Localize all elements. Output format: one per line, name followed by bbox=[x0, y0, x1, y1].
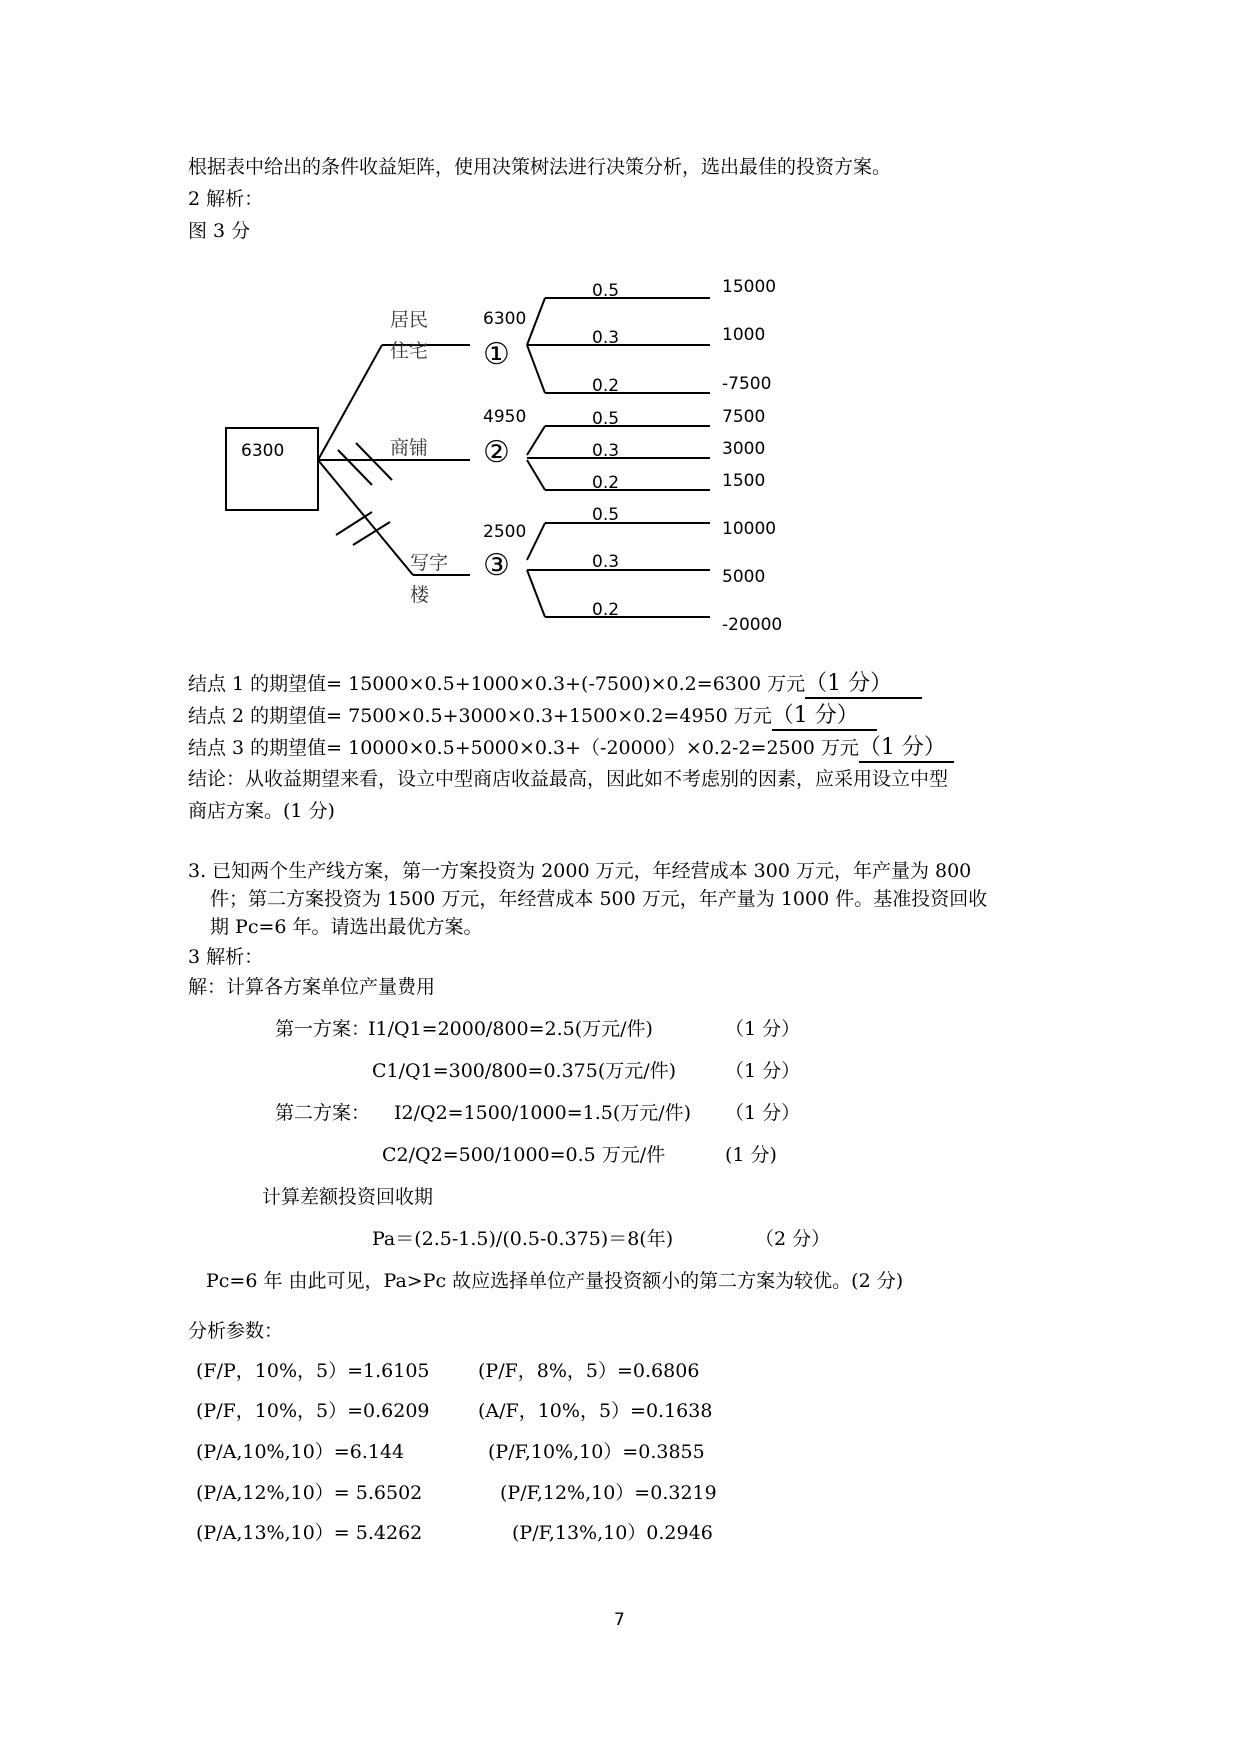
node2-symbol: ② bbox=[483, 435, 510, 470]
node3-calc-text: 结点 3 的期望值= 10000×0.5+5000×0.3+（-20000）×0.2-2=2500 万元 bbox=[188, 737, 859, 759]
chance1-edge bbox=[527, 298, 545, 345]
plan2-label: 第二方案： bbox=[275, 1102, 371, 1124]
param-r4-c1: (P/A,12%,10）= 5.6502 bbox=[196, 1482, 423, 1504]
param-r5-c1: (P/A,13%,10）= 5.4262 bbox=[196, 1522, 423, 1544]
node2-value: 4950 bbox=[483, 407, 527, 427]
node1-value: 6300 bbox=[483, 309, 527, 329]
root-value: 6300 bbox=[241, 441, 285, 461]
node2-payoff-2: 3000 bbox=[722, 439, 766, 459]
q3-line2: 件；第二方案投资为 1500 万元，年经营成本 500 万元，年产量为 1000 件。基准投资回收 bbox=[210, 888, 988, 910]
node1-payoff-1: 15000 bbox=[722, 277, 777, 297]
node1-prob-3: 0.2 bbox=[592, 376, 620, 396]
chance2-edge bbox=[527, 460, 545, 490]
chance2-edge bbox=[527, 426, 545, 455]
param-r1-c1: (F/P，10%，5）=1.6105 bbox=[196, 1360, 430, 1382]
node2-prob-1: 0.5 bbox=[592, 409, 620, 429]
branch1-diagonal bbox=[318, 345, 382, 460]
q3-solve: 解：计算各方案单位产量费用 bbox=[188, 976, 436, 998]
q3-line1: 3. 已知两个生产线方案，第一方案投资为 2000 万元，年经营成本 300 万元，年产量为 800 bbox=[188, 860, 972, 882]
node1-payoff-2: 1000 bbox=[722, 325, 766, 345]
node2-prob-3: 0.2 bbox=[592, 473, 620, 493]
branch1-label-line1: 居民 bbox=[390, 309, 429, 331]
node3-prob-2: 0.3 bbox=[592, 552, 620, 572]
node2-payoff-3: 1500 bbox=[722, 471, 766, 491]
diff-heading: 计算差额投资回收期 bbox=[262, 1186, 434, 1208]
plan2-score1: （1 分） bbox=[725, 1102, 801, 1124]
node2-payoff-1: 7500 bbox=[722, 407, 766, 427]
node1-payoff-3: -7500 bbox=[722, 374, 772, 394]
branch2-label: 商铺 bbox=[390, 437, 429, 459]
q3-conclusion: Pc=6 年 由此可见，Pa>Pc 故应选择单位产量投资额小的第二方案为较优。(2 分) bbox=[206, 1270, 904, 1292]
prune-mark bbox=[336, 512, 372, 535]
chance3-edge bbox=[527, 570, 545, 617]
param-r3-c1: (P/A,10%,10）=6.144 bbox=[196, 1441, 405, 1463]
node3-payoff-1: 10000 bbox=[722, 519, 777, 539]
plan1-eq2: C1/Q1=300/800=0.375(万元/件) bbox=[372, 1060, 677, 1082]
node1-symbol: ① bbox=[483, 337, 510, 372]
node3-payoff-3: -20000 bbox=[722, 615, 783, 635]
intro-text: 根据表中给出的条件收益矩阵，使用决策树法进行决策分析，选出最佳的投资方案。 bbox=[188, 156, 892, 178]
q3-heading: 3 解析： bbox=[188, 946, 264, 968]
param-r1-c2: (P/F，8%，5）=0.6806 bbox=[478, 1360, 700, 1382]
node3-calc-score: （1 分） bbox=[859, 735, 954, 763]
node3-calc bbox=[188, 737, 954, 759]
node3-prob-3: 0.2 bbox=[592, 600, 620, 620]
decision-tree bbox=[0, 0, 1241, 660]
param-r5-c2: (P/F,13%,10）0.2946 bbox=[512, 1522, 713, 1544]
node1-calc bbox=[188, 673, 922, 695]
node1-calc-score: （1 分） bbox=[805, 671, 922, 699]
params-heading: 分析参数： bbox=[188, 1320, 284, 1342]
node1-calc-text: 结点 1 的期望值= 15000×0.5+1000×0.3+(-7500)×0.2=6300 万元 bbox=[188, 673, 806, 695]
node3-value: 2500 bbox=[483, 522, 527, 542]
plan2-eq2: C2/Q2=500/1000=0.5 万元/件 bbox=[382, 1144, 666, 1166]
node2-calc-text: 结点 2 的期望值= 7500×0.5+3000×0.3+1500×0.2=4950 万元 bbox=[188, 705, 772, 727]
conclusion-line2: 商店方案。(1 分) bbox=[188, 800, 335, 822]
param-r3-c2: (P/F,10%,10）=0.3855 bbox=[488, 1441, 705, 1463]
param-r4-c2: (P/F,12%,10）=0.3219 bbox=[500, 1482, 717, 1504]
plan1-score2: （1 分） bbox=[725, 1060, 801, 1082]
q3-line3: 期 Pc=6 年。请选出最优方案。 bbox=[210, 916, 483, 938]
node3-payoff-2: 5000 bbox=[722, 567, 766, 587]
branch3-label-line2: 楼 bbox=[410, 584, 430, 606]
param-r2-c2: (A/F，10%，5）=0.1638 bbox=[478, 1400, 713, 1422]
pa-score: （2 分） bbox=[755, 1228, 831, 1250]
node3-symbol: ③ bbox=[483, 548, 510, 583]
figure-score: 图 3 分 bbox=[188, 220, 251, 242]
node3-prob-1: 0.5 bbox=[592, 505, 620, 525]
q2-heading: 2 解析： bbox=[188, 188, 264, 210]
plan2-score2: (1 分) bbox=[725, 1144, 777, 1166]
node1-prob-2: 0.3 bbox=[592, 328, 620, 348]
plan1-label: 第一方案： bbox=[275, 1018, 371, 1040]
branch3-label-line1: 写字 bbox=[410, 552, 449, 574]
branch1-label-line2: 住宅 bbox=[390, 340, 429, 362]
plan2-eq1: I2/Q2=1500/1000=1.5(万元/件) bbox=[394, 1102, 692, 1124]
pa-equation: Pa＝(2.5-1.5)/(0.5-0.375)＝8(年) bbox=[372, 1228, 674, 1250]
node2-calc bbox=[188, 705, 877, 727]
node2-calc-score: （1 分） bbox=[772, 703, 877, 731]
chance1-edge bbox=[527, 345, 545, 393]
plan1-score1: （1 分） bbox=[725, 1018, 801, 1040]
param-r2-c1: (P/F，10%，5）=0.6209 bbox=[196, 1400, 430, 1422]
plan1-eq1: I1/Q1=2000/800=2.5(万元/件) bbox=[368, 1018, 653, 1040]
conclusion-line1: 结论：从收益期望来看，设立中型商店收益最高，因此如不考虑别的因素，应采用设立中型 bbox=[188, 768, 949, 790]
chance3-edge bbox=[527, 523, 545, 560]
node2-prob-2: 0.3 bbox=[592, 441, 620, 461]
page-number: 7 bbox=[614, 1610, 625, 1630]
node1-prob-1: 0.5 bbox=[592, 281, 620, 301]
